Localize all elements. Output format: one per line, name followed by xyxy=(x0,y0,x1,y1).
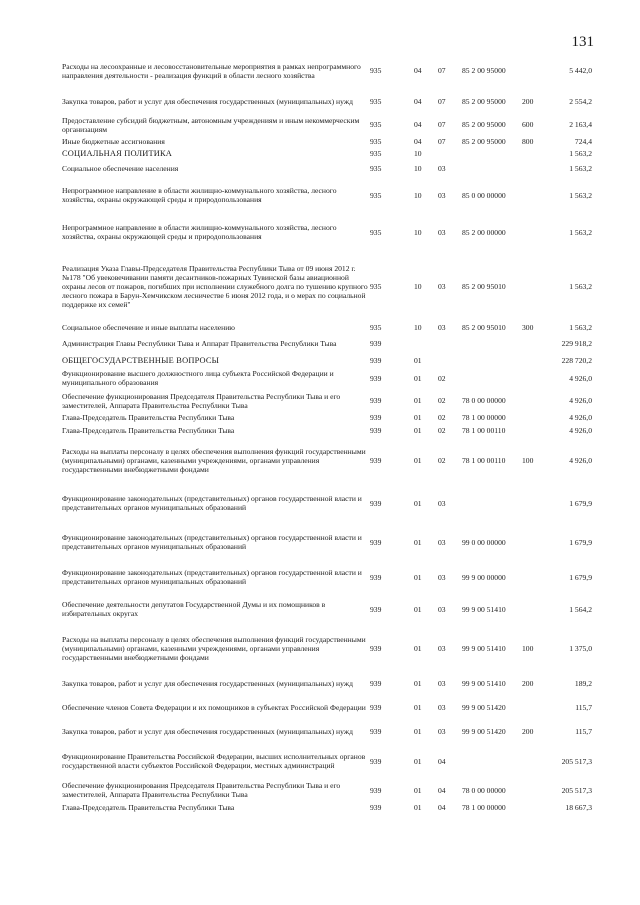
row-name: Реализация Указа Главы-Председателя Правительства Республики Тыва от 09 июня 2012 г. №178 "Об увековечивании памяти десантников-пожарных Тувинской базы авиационной охраны лесов от пожаров, погибших при исполнении служебного долга по тушению крупного лесного пожара в Барун-Хемчикском лесничестве 6 июня 2012 года, и о мерах по социальной поддержке их семей" xyxy=(62,263,368,309)
row-ved: 939 xyxy=(370,678,382,688)
row-ved: 939 xyxy=(370,339,382,348)
row-sum: 4 926,0 xyxy=(569,412,592,422)
row-rz: 01 xyxy=(414,425,422,435)
table-row xyxy=(62,114,592,135)
row-pr: 07 xyxy=(438,66,446,75)
row-csr: 78 0 00 00000 xyxy=(462,396,506,405)
row-name: Расходы на выплаты персоналу в целях обеспечения выполнения функций государственными (муниципальными) органами, казенными учреждениями, органами управления государственными внебюджетными фондами xyxy=(62,634,366,662)
row-rz: 10 xyxy=(414,163,422,173)
row-pr: 02 xyxy=(438,412,446,422)
row-name: Иные бюджетные ассигнования xyxy=(62,136,165,146)
table-row xyxy=(62,333,592,354)
row-rz: 01 xyxy=(414,498,422,508)
row-rz: 01 xyxy=(414,802,422,812)
row-rz: 04 xyxy=(414,136,422,146)
row-ved: 939 xyxy=(370,373,382,383)
row-ved: 939 xyxy=(370,412,382,422)
row-name: Обеспечение членов Совета Федерации и их помощников в субъектах Российской Федерации xyxy=(62,702,366,712)
row-vr xyxy=(522,354,548,366)
row-pr xyxy=(438,333,462,354)
row-vr xyxy=(522,213,548,251)
row-pr: 03 xyxy=(438,163,446,173)
row-csr: 85 2 00 00000 xyxy=(462,227,506,237)
row-sum: 724,4 xyxy=(574,136,592,146)
row-name: СОЦИАЛЬНАЯ ПОЛИТИКА xyxy=(62,148,173,158)
row-sum: 205 517,3 xyxy=(561,785,592,795)
row-sum: 228 720,2 xyxy=(561,355,592,365)
row-sum: 1 563,2 xyxy=(569,281,592,291)
row-rz: 04 xyxy=(414,120,422,129)
row-name: Глава-Председатель Правительства Республики Тыва xyxy=(62,412,235,422)
row-pr: 03 xyxy=(438,678,446,688)
table-row xyxy=(62,423,592,437)
row-rz: 01 xyxy=(414,726,422,736)
row-ved: 939 xyxy=(370,785,382,795)
table-row xyxy=(62,561,592,593)
row-name: Непрограммное направление в области жилищно-коммунального хозяйства, лесного хозяйства, охраны окружающей среды и природопользования xyxy=(62,186,337,204)
row-sum: 205 517,3 xyxy=(561,756,592,766)
table-row xyxy=(62,695,592,719)
row-vr xyxy=(522,333,548,354)
row-csr: 99 9 00 51410 xyxy=(462,604,506,614)
row-vr: 200 xyxy=(522,726,534,736)
row-csr: 99 9 00 51410 xyxy=(462,678,506,688)
row-vr xyxy=(522,52,548,89)
row-sum: 189,2 xyxy=(574,678,592,688)
table-row xyxy=(62,251,592,321)
row-rz: 10 xyxy=(414,281,422,291)
row-csr: 85 0 00 00000 xyxy=(462,190,506,200)
row-ved: 935 xyxy=(370,66,382,75)
row-ved: 935 xyxy=(370,97,382,106)
row-pr: 07 xyxy=(438,97,446,106)
row-ved: 939 xyxy=(370,702,382,712)
row-pr: 03 xyxy=(438,726,446,736)
row-csr: 85 2 00 95010 xyxy=(462,322,506,332)
row-pr xyxy=(438,147,462,159)
row-csr xyxy=(462,147,522,159)
row-pr: 03 xyxy=(438,281,446,291)
row-name: Функционирование Правительства Российской Федерации, высших исполнительных органов государственной власти субъектов Российской Федерации, местных администраций xyxy=(62,752,366,770)
row-vr xyxy=(522,483,548,523)
row-rz: 01 xyxy=(414,412,422,422)
row-csr xyxy=(462,354,522,366)
row-name: Глава-Председатель Правительства Республики Тыва xyxy=(62,802,235,812)
row-vr xyxy=(522,523,548,561)
row-sum: 1 679,9 xyxy=(569,572,592,582)
row-sum: 4 926,0 xyxy=(569,396,592,405)
row-sum: 4 926,0 xyxy=(569,425,592,435)
table-row xyxy=(62,437,592,483)
row-csr: 99 9 00 51420 xyxy=(462,702,506,712)
row-csr xyxy=(462,159,522,177)
row-csr: 78 1 00 00000 xyxy=(462,412,506,422)
row-pr: 03 xyxy=(438,604,446,614)
row-sum: 115,7 xyxy=(575,702,592,712)
row-vr xyxy=(522,593,548,625)
row-ved: 935 xyxy=(370,120,382,129)
row-csr: 85 2 00 95000 xyxy=(462,136,506,146)
row-sum: 1 563,2 xyxy=(569,190,592,200)
table-row xyxy=(62,411,592,423)
table-row xyxy=(62,801,592,813)
table-row xyxy=(62,52,592,89)
row-csr xyxy=(462,366,522,390)
row-rz: 10 xyxy=(414,190,422,200)
row-csr: 78 1 00 00110 xyxy=(462,425,506,435)
row-name: Обеспечение деятельности депутатов Государственной Думы и их помощников в избирательных округах xyxy=(62,600,326,618)
row-pr: 07 xyxy=(438,120,446,129)
row-csr: 85 2 00 95000 xyxy=(462,120,506,129)
table-row xyxy=(62,213,592,251)
row-ved: 939 xyxy=(370,572,382,582)
table-row xyxy=(62,177,592,213)
budget-table-body xyxy=(62,52,592,813)
row-vr: 300 xyxy=(522,322,534,332)
row-vr: 600 xyxy=(522,120,534,129)
row-ved: 939 xyxy=(370,396,382,405)
row-csr: 99 9 00 51420 xyxy=(462,726,506,736)
row-vr xyxy=(522,390,548,411)
row-csr: 78 1 00 00110 xyxy=(462,455,506,465)
row-csr: 78 1 00 00000 xyxy=(462,802,506,812)
row-vr xyxy=(522,561,548,593)
row-name: Администрация Главы Республики Тыва и Аппарат Правительства Республики Тыва xyxy=(62,339,337,348)
row-vr: 100 xyxy=(522,455,534,465)
row-pr: 03 xyxy=(438,572,446,582)
row-vr: 800 xyxy=(522,136,534,146)
table-row xyxy=(62,147,592,159)
table-row xyxy=(62,671,592,695)
row-ved: 939 xyxy=(370,726,382,736)
page-number: 131 xyxy=(571,34,594,50)
table-row xyxy=(62,390,592,411)
row-vr: 200 xyxy=(522,97,534,106)
row-name: Обеспечение функционирования Председателя Правительства Республики Тыва и его заместителей, Аппарата Правительства Республики Тыва xyxy=(62,781,341,799)
table-row xyxy=(62,89,592,114)
row-ved: 939 xyxy=(370,455,382,465)
row-ved: 939 xyxy=(370,498,382,508)
row-name: Социальное обеспечение и иные выплаты населению xyxy=(62,322,235,332)
row-vr xyxy=(522,423,548,437)
row-name: Функционирование высшего должностного лица субъекта Российской Федерации и муниципального образования xyxy=(62,369,334,387)
row-pr: 03 xyxy=(438,498,446,508)
row-sum: 1 375,0 xyxy=(569,643,592,653)
row-sum: 18 667,3 xyxy=(565,802,592,812)
table-row xyxy=(62,366,592,390)
row-rz: 01 xyxy=(414,643,422,653)
table-row xyxy=(62,321,592,333)
row-ved: 939 xyxy=(370,425,382,435)
row-name: Закупка товаров, работ и услуг для обеспечения государственных (муниципальных) нужд xyxy=(62,97,353,106)
row-sum: 2 163,4 xyxy=(569,120,592,129)
row-pr: 04 xyxy=(438,785,446,795)
row-ved: 935 xyxy=(370,136,382,146)
row-csr: 99 9 00 00000 xyxy=(462,572,506,582)
row-vr: 200 xyxy=(522,678,534,688)
row-vr xyxy=(522,801,548,813)
row-rz: 01 xyxy=(414,604,422,614)
row-pr: 03 xyxy=(438,643,446,653)
row-csr: 85 2 00 95010 xyxy=(462,281,506,291)
row-pr: 02 xyxy=(438,425,446,435)
table-row xyxy=(62,743,592,779)
row-rz: 01 xyxy=(414,537,422,547)
row-rz: 01 xyxy=(414,455,422,465)
row-csr xyxy=(462,333,522,354)
row-ved: 935 xyxy=(370,227,382,237)
row-sum: 1 563,2 xyxy=(569,163,592,173)
row-ved: 935 xyxy=(370,322,382,332)
row-ved: 935 xyxy=(370,163,382,173)
row-rz: 01 xyxy=(414,785,422,795)
row-ved: 939 xyxy=(370,355,382,365)
row-pr: 07 xyxy=(438,136,446,146)
row-vr xyxy=(522,159,548,177)
row-name: Закупка товаров, работ и услуг для обеспечения государственных (муниципальных) нужд xyxy=(62,678,353,688)
row-csr: 78 0 00 00000 xyxy=(462,785,506,795)
row-csr xyxy=(462,743,522,779)
row-sum: 2 554,2 xyxy=(569,97,592,106)
row-sum: 1 679,9 xyxy=(569,498,592,508)
row-sum: 5 442,0 xyxy=(569,66,592,75)
row-vr xyxy=(522,147,548,159)
row-pr xyxy=(438,354,462,366)
row-ved: 935 xyxy=(370,148,382,158)
table-row xyxy=(62,483,592,523)
row-vr xyxy=(522,251,548,321)
row-rz: 01 xyxy=(414,702,422,712)
row-csr: 99 9 00 51410 xyxy=(462,643,506,653)
row-ved: 939 xyxy=(370,756,382,766)
table-row xyxy=(62,719,592,743)
row-rz: 10 xyxy=(414,322,422,332)
row-pr: 02 xyxy=(438,455,446,465)
row-sum: 1 564,2 xyxy=(569,604,592,614)
row-sum: 4 926,0 xyxy=(569,455,592,465)
table-row xyxy=(62,779,592,801)
row-ved: 939 xyxy=(370,643,382,653)
row-sum: 229 918,2 xyxy=(561,339,592,348)
row-sum: 4 926,0 xyxy=(569,373,592,383)
row-vr: 100 xyxy=(522,643,534,653)
row-csr: 85 2 00 95000 xyxy=(462,97,506,106)
row-rz: 01 xyxy=(414,355,422,365)
row-name: ОБЩЕГОСУДАРСТВЕННЫЕ ВОПРОСЫ xyxy=(62,355,220,365)
row-vr xyxy=(522,177,548,213)
row-pr: 03 xyxy=(438,322,446,332)
row-rz: 04 xyxy=(414,97,422,106)
table-row xyxy=(62,593,592,625)
row-pr: 04 xyxy=(438,756,446,766)
table-row xyxy=(62,625,592,671)
row-pr: 02 xyxy=(438,396,446,405)
row-name: Социальное обеспечение населения xyxy=(62,163,179,173)
row-vr xyxy=(522,743,548,779)
row-ved: 939 xyxy=(370,604,382,614)
budget-table xyxy=(62,52,592,813)
row-pr: 03 xyxy=(438,227,446,237)
row-ved: 935 xyxy=(370,190,382,200)
table-row xyxy=(62,523,592,561)
table-row xyxy=(62,159,592,177)
row-vr xyxy=(522,695,548,719)
row-name: Функционирование законодательных (представительных) органов государственной власти и представительных органов муниципальных образований xyxy=(62,533,362,551)
row-rz: 01 xyxy=(414,678,422,688)
row-csr: 85 2 00 95000 xyxy=(462,66,506,75)
row-name: Предоставление субсидий бюджетным, автономным учреждениям и иным некоммерческим организациям xyxy=(62,115,360,134)
row-rz: 04 xyxy=(414,66,422,75)
row-sum: 1 563,2 xyxy=(569,322,592,332)
row-sum: 1 563,2 xyxy=(569,148,592,158)
table-row xyxy=(62,354,592,366)
row-ved: 939 xyxy=(370,802,382,812)
row-csr: 99 0 00 00000 xyxy=(462,537,506,547)
row-rz: 10 xyxy=(414,148,422,158)
row-name: Расходы на выплаты персоналу в целях обеспечения выполнения функций государственными (муниципальными) органами, казенными учреждениями, органами управления государственными внебюджетными фондами xyxy=(62,446,366,474)
row-ved: 935 xyxy=(370,281,382,291)
row-name: Глава-Председатель Правительства Республики Тыва xyxy=(62,425,235,435)
row-name: Непрограммное направление в области жилищно-коммунального хозяйства, лесного хозяйства, охраны окружающей среды и природопользования xyxy=(62,223,337,241)
row-name: Закупка товаров, работ и услуг для обеспечения государственных (муниципальных) нужд xyxy=(62,726,353,736)
row-ved: 939 xyxy=(370,537,382,547)
row-rz: 01 xyxy=(414,396,422,405)
row-rz xyxy=(414,333,438,354)
row-name: Функционирование законодательных (представительных) органов государственной власти и представительных органов муниципальных образований xyxy=(62,568,362,586)
table-row xyxy=(62,135,592,147)
row-name: Обеспечение функционирования Председателя Правительства Республики Тыва и его заместителей, Аппарата Правительства Республики Тыва xyxy=(62,391,341,410)
row-rz: 10 xyxy=(414,227,422,237)
row-name: Функционирование законодательных (представительных) органов государственной власти и представительных органов муниципальных образований xyxy=(62,494,362,512)
row-rz: 01 xyxy=(414,373,422,383)
row-sum: 1 679,9 xyxy=(569,537,592,547)
row-pr: 03 xyxy=(438,537,446,547)
row-csr xyxy=(462,483,522,523)
row-vr xyxy=(522,366,548,390)
row-sum: 1 563,2 xyxy=(569,227,592,237)
row-pr: 03 xyxy=(438,702,446,712)
row-sum: 115,7 xyxy=(575,726,592,736)
row-pr: 02 xyxy=(438,373,446,383)
row-pr: 04 xyxy=(438,802,446,812)
row-vr xyxy=(522,411,548,423)
row-rz: 01 xyxy=(414,572,422,582)
row-pr: 03 xyxy=(438,190,446,200)
row-vr xyxy=(522,779,548,801)
row-rz: 01 xyxy=(414,756,422,766)
row-name: Расходы на лесоохранные и лесовосстановительные мероприятия в рамках непрограммного направления деятельности - реализация функций в области лесного хозяйства xyxy=(62,61,361,80)
